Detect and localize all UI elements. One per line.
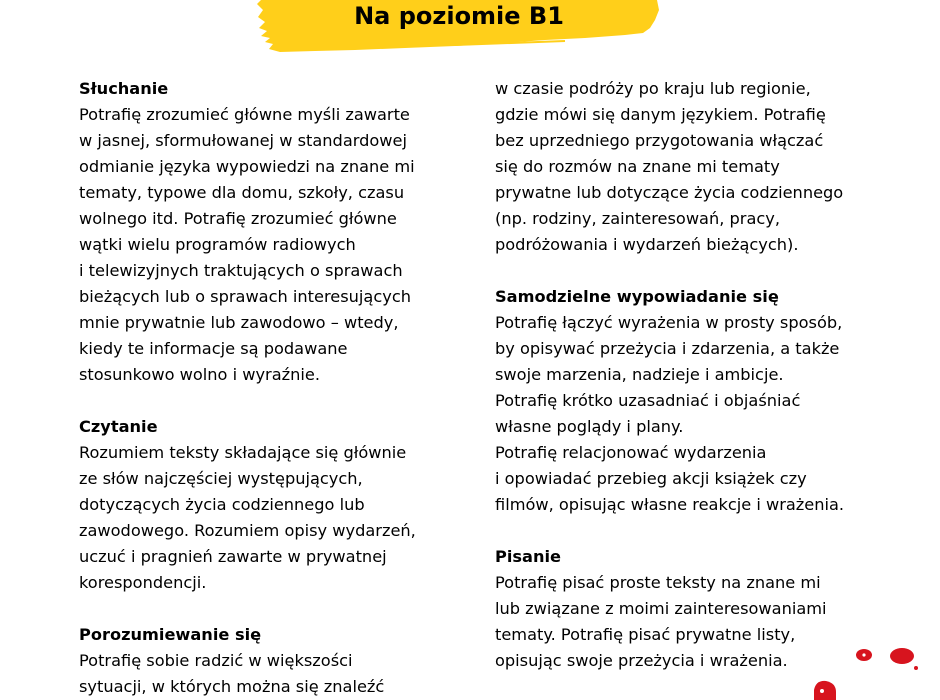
text-line: odmianie języka wypowiedzi na znane mi [79,157,415,176]
text-line: mnie prywatnie lub zawodowo – wtedy, [79,313,399,332]
text-line: bieżących lub o sprawach interesujących [79,287,411,306]
text-line: Potrafię relacjonować wydarzenia [495,443,767,462]
text-line: dotyczących życia codziennego lub [79,495,365,514]
section-heading: Słuchanie [79,79,169,98]
text-line: Potrafię łączyć wyrażenia w prosty sposób, [495,313,843,332]
text-line: tematy, typowe dla domu, szkoły, czasu [79,183,405,202]
text-line: kiedy te informacje są podawane [79,339,348,358]
text-line: bez uprzedniego przygotowania włączać [495,131,824,150]
text-line: Potrafię krótko uzasadniać i objaśniać [495,391,801,410]
text-line: zawodowego. Rozumiem opisy wydarzeń, [79,521,416,540]
text-line: wolnego itd. Potrafię zrozumieć główne [79,209,397,228]
text-line: by opisywać przeżycia i zdarzenia, a także [495,339,840,358]
text-line: w jasnej, sformułowanej w standardowej [79,131,407,150]
paragraph-gap [79,596,474,622]
red-splash-edge [814,681,836,700]
section-heading: Pisanie [495,547,562,566]
text-line: sytuacji, w których można się znaleźć [79,677,385,696]
text-line: filmów, opisując własne reakcje i wrażenia. [495,495,845,514]
text-line: tematy. Potrafię pisać prywatne listy, [495,625,796,644]
title-banner [255,0,663,54]
section-heading: Czytanie [79,417,158,436]
section-heading: Samodzielne wypowiadanie się [495,287,779,306]
text-line: (np. rodziny, zainteresowań, pracy, [495,209,781,228]
text-line: lub związane z moimi zainteresowaniami [495,599,827,618]
section-communication-continued [495,76,905,258]
text-line: wątki wielu programów radiowych [79,235,356,254]
paragraph-gap [495,258,905,284]
section-listening [79,76,474,388]
text-line: i opowiadać przebieg akcji książek czy [495,469,807,488]
section-speaking [495,284,905,518]
section-reading [79,414,474,596]
text-line: swoje marzenia, nadzieje i ambicje. [495,365,784,384]
text-line: stosunkowo wolno i wyraźnie. [79,365,320,384]
text-line: i telewizyjnych traktujących o sprawach [79,261,403,280]
text-line: Rozumiem teksty składające się głównie [79,443,407,462]
page-title: Na poziomie B1 [354,2,564,30]
left-column [79,76,474,700]
text-line: Potrafię zrozumieć główne myśli zawarte [79,105,410,124]
text-line: ze słów najczęściej występujących, [79,469,363,488]
text-line: uczuć i pragnień zawarte w prywatnej [79,547,387,566]
text-line: w czasie podróży po kraju lub regionie, [495,79,811,98]
right-column [495,76,905,674]
text-line: własne poglądy i plany. [495,417,684,436]
red-dot [914,666,918,670]
paragraph-gap [495,518,905,544]
text-line: się do rozmów na znane mi tematy [495,157,780,176]
text-line: podróżowania i wydarzeń bieżących). [495,235,799,254]
red-splash-large [890,648,914,664]
text-line: prywatne lub dotyczące życia codziennego [495,183,844,202]
text-line: Potrafię pisać proste teksty na znane mi [495,573,821,592]
text-line: gdzie mówi się danym językiem. Potrafię [495,105,826,124]
text-line: Potrafię sobie radzić w większości [79,651,353,670]
paragraph-gap [79,388,474,414]
text-line: opisując swoje przeżycia i wrażenia. [495,651,788,670]
red-splash-decoration [800,640,940,700]
section-communication [79,622,474,700]
text-line: korespondencji. [79,573,207,592]
section-heading: Porozumiewanie się [79,625,262,644]
